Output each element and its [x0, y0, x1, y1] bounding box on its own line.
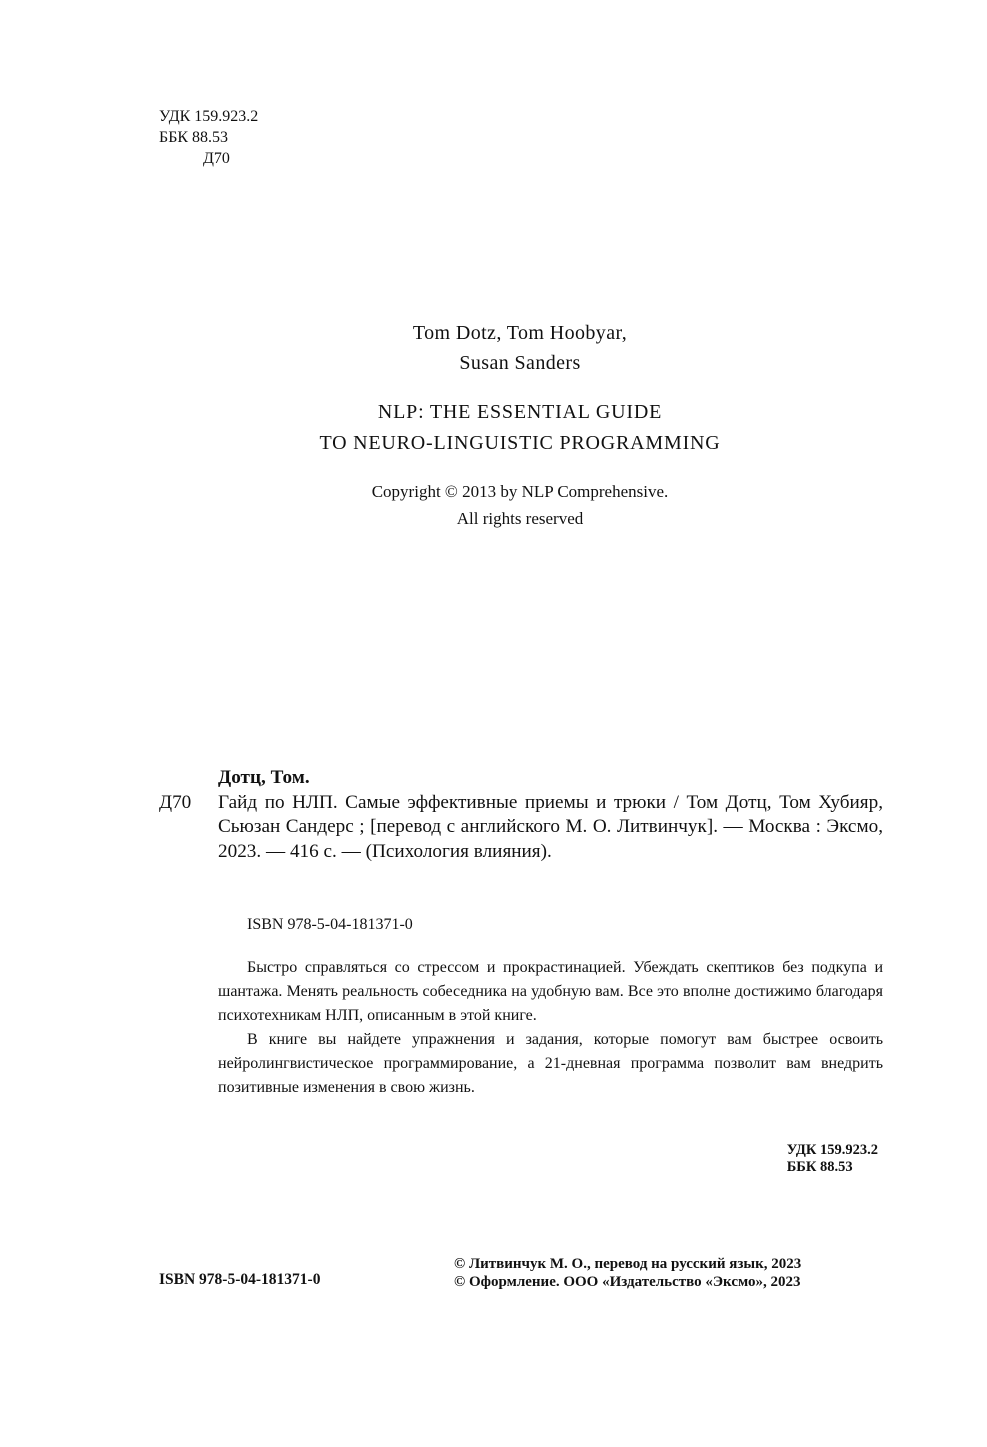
abstract-paragraph-1: Быстро справляться со стрессом и прокрастинацией. Убеждать скептиков без подкупа и шантажа. Менять реальность собеседника на удобную вам. Все это вполне достижимо благодаря психотехникам НЛП, описанным в этой книге.	[218, 959, 883, 1024]
bib-sign: Д70	[159, 791, 192, 813]
abstract	[218, 956, 883, 1100]
abstract-paragraph-2: В книге вы найдете упражнения и задания, которые помогут вам быстрее освоить нейролингвистическое программирование, а 21-дневная программа позволит вам внедрить позитивные изменения в свою жизнь.	[218, 1031, 883, 1096]
original-title	[220, 397, 820, 459]
bibliographic-record	[159, 766, 883, 864]
bib-entry	[159, 791, 883, 865]
original-authors	[220, 318, 820, 378]
footer-isbn: ISBN 978-5-04-181371-0	[159, 1271, 321, 1288]
title-line-2: TO NEURO-LINGUISTIC PROGRAMMING	[319, 432, 721, 454]
authors-line-2: Susan Sanders	[459, 352, 581, 374]
footer-copyright	[454, 1255, 801, 1291]
udk-code-bottom: УДК 159.923.2	[786, 1142, 878, 1158]
bbk-code-bottom: ББК 88.53	[786, 1159, 853, 1175]
bib-author-heading: Дотц, Том.	[218, 767, 310, 788]
bib-entry-text: Гайд по НЛП. Самые эффективные приемы и трюки / Том Дотц, Том Хубияр, Сьюзан Сандерс ; [перевод с английского М. О. Литвинчук]. — Москва : Эксмо, 2023. — 416 с. — (Психология влияния).	[218, 791, 883, 862]
copyright-design: © Оформление. ООО «Издательство «Эксмо», 2023	[454, 1274, 801, 1290]
authors-line-1: Tom Dotz, Tom Hoobyar,	[412, 322, 628, 344]
udk-code: УДК 159.923.2	[159, 108, 259, 125]
copyright-line-2: All rights reserved	[456, 509, 584, 528]
classification-block-top	[159, 106, 258, 169]
classification-block-bottom	[787, 1142, 878, 1176]
copyright-translation: © Литвинчук М. О., перевод на русский язык, 2023	[454, 1256, 802, 1272]
author-sign: Д70	[203, 150, 230, 167]
original-copyright	[220, 478, 820, 532]
bbk-code: ББК 88.53	[159, 129, 229, 146]
title-line-1: NLP: THE ESSENTIAL GUIDE	[377, 401, 663, 423]
copyright-line-1: Copyright © 2013 by NLP Comprehensive.	[371, 482, 669, 501]
bib-isbn: ISBN 978-5-04-181371-0	[247, 916, 413, 933]
